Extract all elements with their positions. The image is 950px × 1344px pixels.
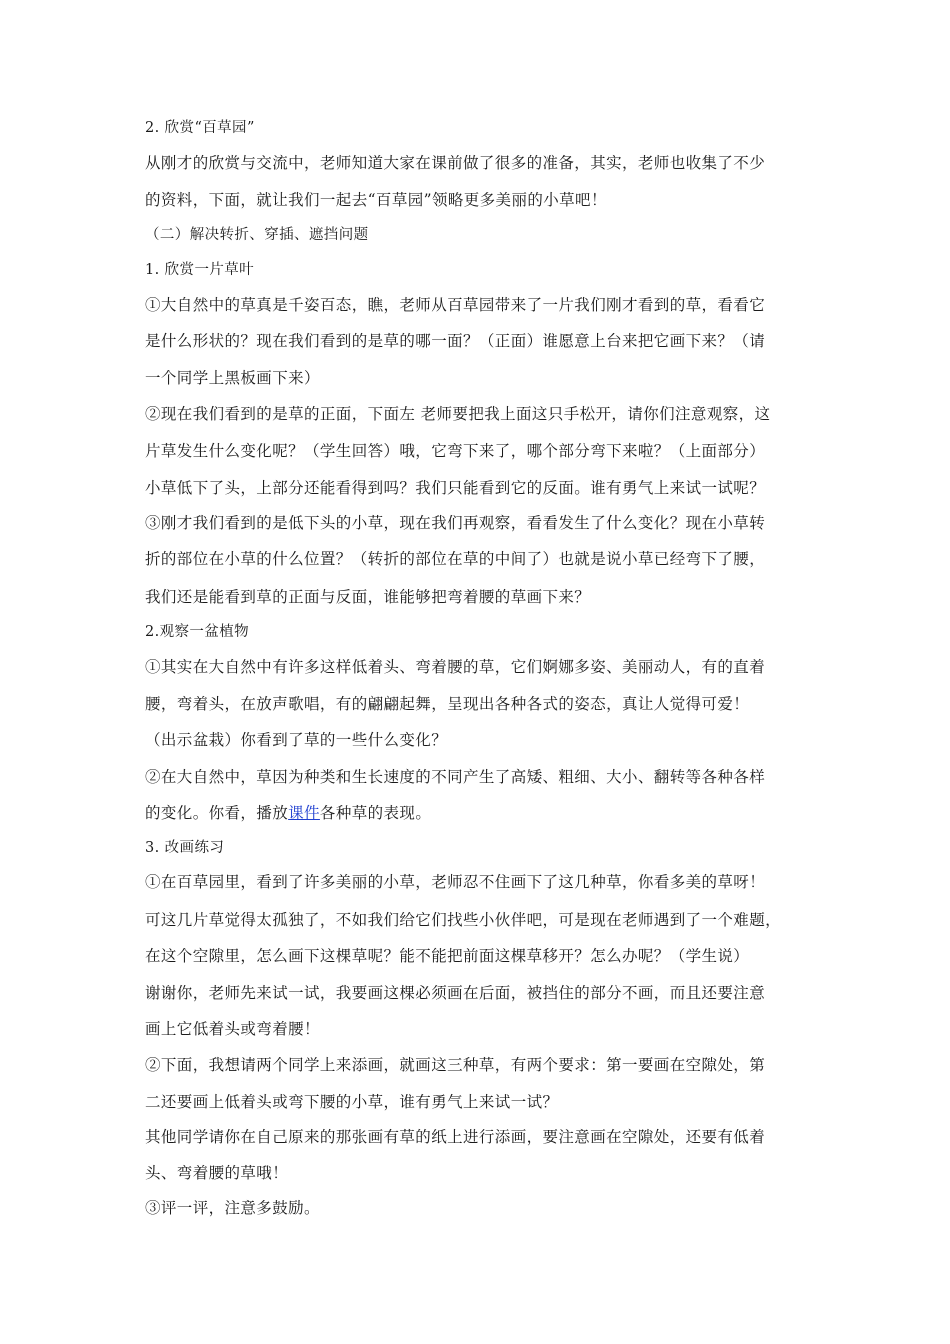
paragraph-line: ②下面，我想请两个同学上来添画，就画这三种草，有两个要求：第一要画在空隙处，第 <box>145 1056 766 1074</box>
paragraph-line: ①大自然中的草真是千姿百态，瞧，老师从百草园带来了一片我们刚才看到的草，看看它 <box>145 296 766 314</box>
paragraph-line: 折的部位在小草的什么位置？（转折的部位在草的中间了）也就是说小草已经弯下了腰， <box>145 550 766 568</box>
heading-appreciate-garden: 2. 欣赏“百草园” <box>145 120 255 136</box>
paragraph-line-with-link <box>145 803 815 823</box>
paragraph-line: 在这个空隙里，怎么画下这棵草呢？能不能把前面这棵草移开？怎么办呢？（学生说） <box>145 947 750 965</box>
paragraph-line: 小草低下了头，上部分还能看得到吗？我们只能看到它的反面。谁有勇气上来试一试呢？ <box>145 479 766 497</box>
paragraph-line: （出示盆栽）你看到了草的一些什么变化？ <box>145 731 448 749</box>
paragraph-line: 是什么形状的？现在我们看到的是草的哪一面？（正面）谁愿意上台来把它画下来？（请 <box>145 332 766 350</box>
heading-potted-plant: 2.观察一盆植物 <box>145 624 250 640</box>
paragraph-line: 从刚才的欣赏与交流中，老师知道大家在课前做了很多的准备，其实，老师也收集了不少 <box>145 154 766 172</box>
paragraph-line: 头、弯着腰的草哦！ <box>145 1164 289 1182</box>
paragraph-line: ③评一评，注意多鼓励。 <box>145 1199 320 1217</box>
courseware-link[interactable]: 课件 <box>288 804 320 822</box>
link-suffix-text: 各种草的表现。 <box>319 804 432 822</box>
paragraph-line: ②现在我们看到的是草的正面，下面左 老师要把我上面这只手松开，请你们注意观察，这 <box>145 405 771 423</box>
paragraph-line: 我们还是能看到草的正面与反面，谁能够把弯着腰的草画下来？ <box>145 588 591 606</box>
paragraph-line: ①其实在大自然中有许多这样低着头、弯着腰的草，它们婀娜多姿、美丽动人，有的直着 <box>145 658 766 676</box>
paragraph-line: 腰，弯着头，在放声歌唱，有的翩翩起舞，呈现出各种各式的姿态，真让人觉得可爱！ <box>145 695 750 713</box>
paragraph-line: 其他同学请你在自己原来的那张画有草的纸上进行添画，要注意画在空隙处，还要有低着 <box>145 1128 766 1146</box>
paragraph-line: 谢谢你，老师先来试一试，我要画这棵必须画在后面，被挡住的部分不画，而且还要注意 <box>145 984 766 1002</box>
paragraph-line: 可这几片草觉得太孤独了，不如我们给它们找些小伙伴吧，可是现在老师遇到了一个难题， <box>145 911 782 929</box>
paragraph-line: ③刚才我们看到的是低下头的小草，现在我们再观察，看看发生了什么变化？现在小草转 <box>145 514 766 532</box>
paragraph-line: ①在百草园里，看到了许多美丽的小草，老师忍不住画下了这几种草，你看多美的草呀！ <box>145 873 766 891</box>
paragraph-line: ②在大自然中，草因为种类和生长速度的不同产生了高矮、粗细、大小、翻转等各种各样 <box>145 768 766 786</box>
paragraph-line: 画上它低着头或弯着腰！ <box>145 1020 320 1038</box>
heading-grass-leaf: 1. 欣赏一片草叶 <box>145 262 255 278</box>
link-prefix-text: 的变化。你看，播放 <box>145 804 289 822</box>
heading-redraw-practice: 3. 改画练习 <box>145 840 225 856</box>
paragraph-line: 的资料，下面，就让我们一起去“百草园”领略更多美丽的小草吧！ <box>145 191 607 209</box>
paragraph-line: 片草发生什么变化呢？（学生回答）哦，它弯下来了，哪个部分弯下来啦？（上面部分） <box>145 442 766 460</box>
paragraph-line: 二还要画上低着头或弯下腰的小草，谁有勇气上来试一试？ <box>145 1093 559 1111</box>
section-heading-problems: （二）解决转折、穿插、遮挡问题 <box>145 227 369 243</box>
paragraph-line: 一个同学上黑板画下来） <box>145 369 320 387</box>
